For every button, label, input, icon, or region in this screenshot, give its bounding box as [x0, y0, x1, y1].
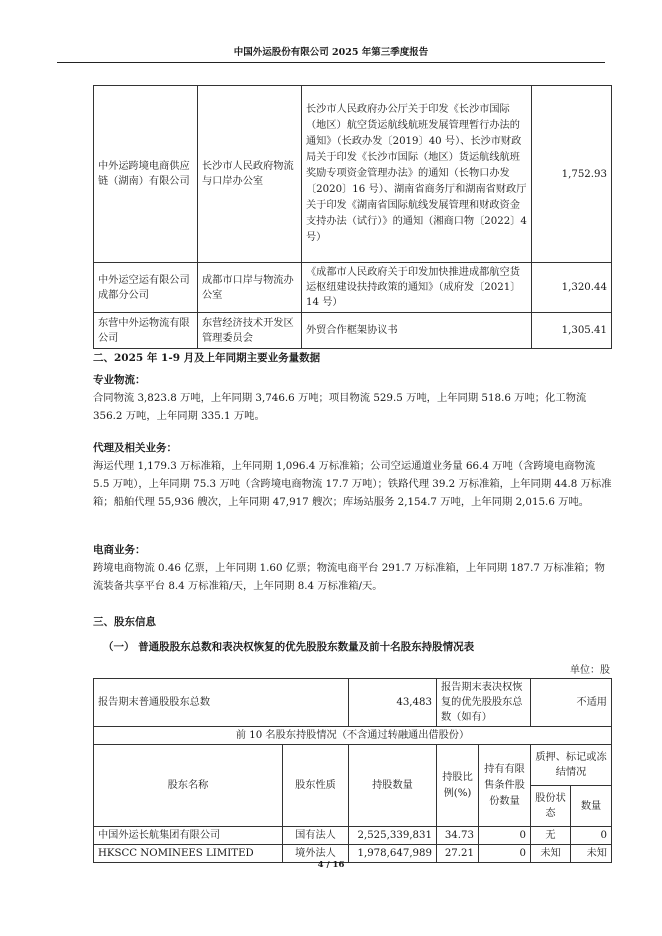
header-restricted: 持有有限售条件股份数量: [479, 745, 531, 827]
header-nature: 股东性质: [283, 745, 349, 827]
holder-qty: 0: [571, 827, 612, 845]
table-row: [94, 679, 612, 727]
table-header-row: [94, 745, 612, 786]
agency-text: 海运代理 1,179.3 万标准箱，上年同期 1,096.4 万标准箱；公司空运通道业务量 66.4 万吨（含跨境电商物流 5.5 万吨），上年同期 75.3 万吨（含跨境电商物流 17.7 万吨）；铁路代理 39.2 万标准箱，上年同期 44.8 万标准箱；船舶代理 55,936 艘次，上年同期 47,917 艘次；库场站服务 2,154.7 万吨，上年同期 2,015.6 万吨。: [93, 460, 612, 508]
header-ratio: 持股比例(%): [437, 745, 479, 827]
holder-name: HKSCC NOMINEES LIMITED: [94, 845, 283, 863]
table-row: [94, 727, 612, 745]
shareholder-table: [93, 678, 612, 863]
table-row: [94, 313, 612, 349]
holder-shares: 1,978,647,989: [349, 845, 437, 863]
subsidy-table: [93, 85, 612, 349]
holder-nature: 国有法人: [283, 827, 349, 845]
header-status: 股份状态: [531, 786, 571, 827]
logistics-heading: 专业物流：: [93, 374, 146, 386]
table-row: [94, 827, 612, 845]
holder-status: 无: [531, 827, 571, 845]
table-row: [94, 263, 612, 313]
section3-subtitle: （一） 普通股股东总数和表决权恢复的优先股股东数量及前十名股东持股情况表: [103, 641, 475, 653]
company-cell: 中外运空运有限公司成都分公司: [94, 263, 198, 313]
holder-restricted: 0: [479, 845, 531, 863]
table-row: [94, 86, 612, 263]
authority-cell: 成都市口岸与物流办公室: [198, 263, 302, 313]
authority-cell: 东营经济技术开发区管理委员会: [198, 313, 302, 349]
unit-label: 单位：股: [570, 665, 610, 676]
company-cell: 东营中外运物流有限公司: [94, 313, 198, 349]
section2-title: 二、2025 年 1-9 月及上年同期主要业务量数据: [93, 352, 321, 364]
holder-ratio: 34.73: [437, 827, 479, 845]
agency-heading: 代理及相关业务：: [93, 442, 177, 454]
amount-cell: 1,305.41: [532, 313, 612, 349]
holder-shares: 2,525,339,831: [349, 827, 437, 845]
header-divider: [57, 62, 605, 63]
holder-nature: 境外法人: [283, 845, 349, 863]
basis-cell: 《成都市人民政府关于印发加快推进成都航空货运枢纽建设扶持政策的通知》（成府发〔2021〕14 号）: [302, 263, 532, 313]
header-shares: 持股数量: [349, 745, 437, 827]
total-value: 43,483: [349, 679, 437, 727]
amount-cell: 1,752.93: [532, 86, 612, 263]
authority-cell: 长沙市人民政府物流与口岸办公室: [198, 86, 302, 263]
holder-ratio: 27.21: [437, 845, 479, 863]
pref-value: 不适用: [531, 679, 612, 727]
logistics-text: 合同物流 3,823.8 万吨，上年同期 3,746.6 万吨；项目物流 529.5 万吨，上年同期 518.6 万吨；化工物流 356.2 万吨，上年同期 335.1 万吨。: [93, 392, 587, 422]
basis-cell: 长沙市人民政府办公厅关于印发《长沙市国际（地区）航空货运航线航班发展管理暂行办法的通知》（长政办发〔2019〕40 号）、长沙市财政局关于印发《长沙市国际（地区）货运航线航班奖励专项资金管理办法》的通知（长物口办发〔2020〕16 号）、湖南省商务厅和湖南省财政厅关于印发《湖南省国际航线发展管理和财政资金支持办法（试行）》的通知（湘商口物〔2022〕4 号）: [302, 86, 532, 263]
total-label: 报告期末普通股股东总数: [94, 679, 349, 727]
holder-qty: 未知: [571, 845, 612, 863]
header-pledge: 质押、标记或冻结情况: [531, 745, 612, 786]
holder-status: 未知: [531, 845, 571, 863]
amount-cell: 1,320.44: [532, 263, 612, 313]
ecommerce-text: 跨境电商物流 0.46 亿票，上年同期 1.60 亿票；物流电商平台 291.7 万标准箱，上年同期 187.7 万标准箱；物流装备共享平台 8.4 万标准箱/天，上年同期 8.4 万标准箱/天。: [93, 562, 605, 592]
page-number: 4 / 16: [317, 860, 345, 870]
ecommerce-heading: 电商业务：: [93, 544, 146, 556]
holder-name: 中国外运长航集团有限公司: [94, 827, 283, 845]
header-name: 股东名称: [94, 745, 283, 827]
section3-title: 三、股东信息: [93, 616, 156, 628]
holder-restricted: 0: [479, 827, 531, 845]
pref-label: 报告期末表决权恢复的优先股股东总数（如有）: [437, 679, 531, 727]
top10-caption: 前 10 名股东持股情况（不含通过转融通出借股份）: [94, 727, 612, 745]
header-qty: 数量: [571, 786, 612, 827]
company-cell: 中外运跨境电商供应链（湖南）有限公司: [94, 86, 198, 263]
page-header: 中国外运股份有限公司 2025 年第三季度报告: [233, 47, 429, 58]
basis-cell: 外贸合作框架协议书: [302, 313, 532, 349]
